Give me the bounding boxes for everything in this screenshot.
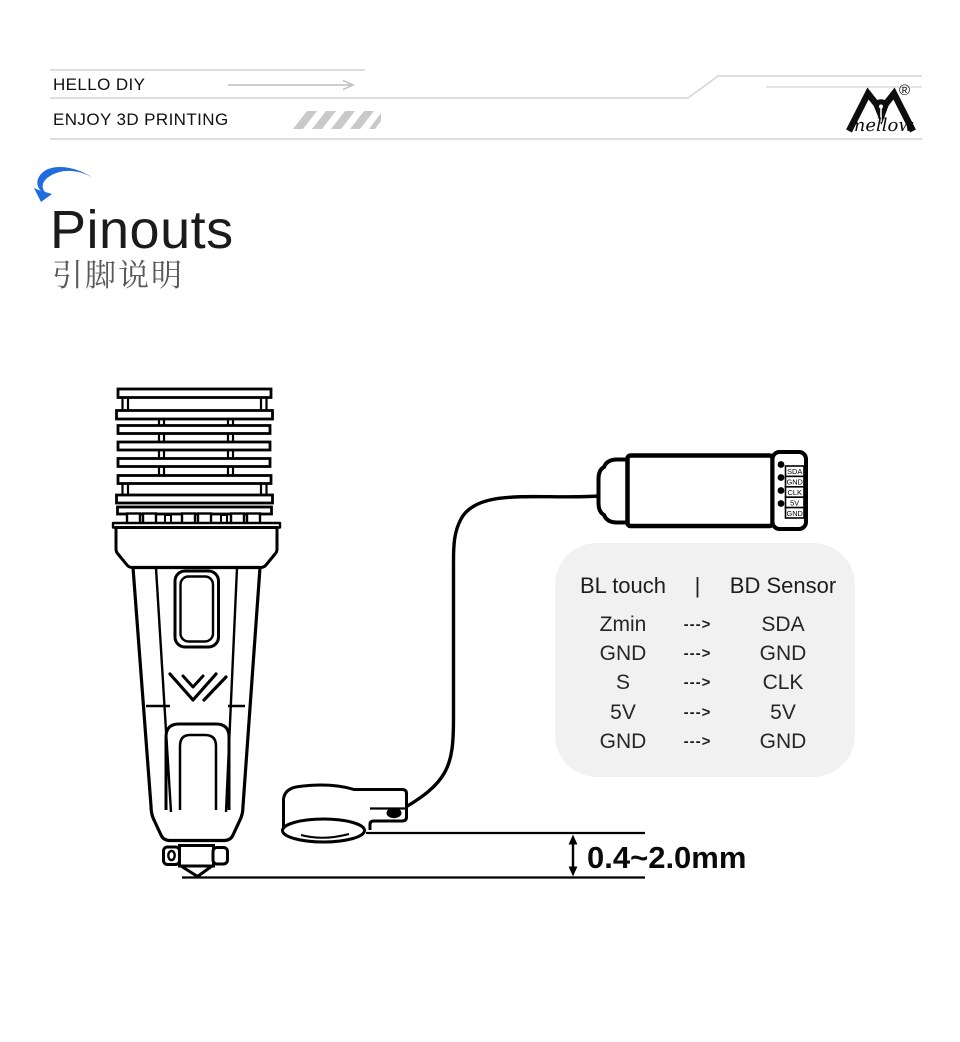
map-arrow-icon: ---> bbox=[683, 616, 712, 633]
bl-pin: GND bbox=[599, 729, 647, 753]
pin-rows bbox=[555, 610, 855, 756]
table-header-bl-touch: BL touch bbox=[579, 573, 667, 598]
hotend-heatsink bbox=[117, 389, 273, 514]
pin-label-gnd2: GND bbox=[786, 508, 803, 518]
table-header-divider: | bbox=[694, 573, 701, 598]
bl-pin: Zmin bbox=[599, 613, 647, 636]
pin-row-gnd-gnd bbox=[555, 639, 855, 668]
bd-pin: 5V bbox=[770, 700, 796, 724]
map-arrow-icon: ---> bbox=[683, 703, 712, 721]
bd-pin: GND bbox=[759, 642, 807, 666]
bd-sensor-module bbox=[599, 452, 807, 529]
page-title: Pinouts bbox=[50, 200, 234, 260]
nozzle bbox=[164, 846, 228, 877]
gap-measurement-label: 0.4~2.0mm bbox=[587, 840, 747, 875]
hatch-stripes-icon bbox=[293, 111, 381, 129]
brand-wordmark: mellow bbox=[848, 115, 914, 136]
pin-mapping-table bbox=[555, 543, 855, 777]
pin-row-gnd-gnd-2 bbox=[555, 727, 855, 756]
map-arrow-icon: ---> bbox=[683, 674, 712, 692]
pin-row-5v-5v bbox=[555, 698, 855, 727]
map-arrow-icon: ---> bbox=[683, 645, 712, 663]
registered-trademark-symbol: ® bbox=[899, 82, 911, 99]
gap-measurement bbox=[569, 835, 747, 877]
bd-pin: SDA bbox=[761, 613, 805, 636]
cable-solder-dot bbox=[387, 808, 402, 818]
pin-row-zmin-sda bbox=[555, 610, 855, 639]
bl-pin: 5V bbox=[610, 700, 636, 724]
pin-label-5v: 5V bbox=[790, 498, 800, 508]
tagline-hello-diy: HELLO DIY bbox=[53, 75, 146, 94]
tagline-enjoy-3d-printing: ENJOY 3D PRINTING bbox=[53, 110, 229, 129]
bl-pin: GND bbox=[599, 642, 647, 666]
pin-label-sda: SDA bbox=[787, 467, 803, 477]
pin-label-gnd1: GND bbox=[786, 477, 803, 487]
bd-pin: CLK bbox=[762, 671, 804, 695]
bl-pin: S bbox=[615, 671, 630, 695]
pin-row-s-clk bbox=[555, 668, 855, 697]
pin-label-clk: CLK bbox=[787, 488, 802, 497]
bd-pin: GND bbox=[759, 729, 807, 753]
page-subtitle: 引脚说明 bbox=[52, 258, 184, 293]
map-arrow-icon: ---> bbox=[683, 732, 712, 750]
table-header-bd-sensor: BD Sensor bbox=[729, 573, 837, 598]
right-arrow-icon bbox=[228, 81, 353, 90]
